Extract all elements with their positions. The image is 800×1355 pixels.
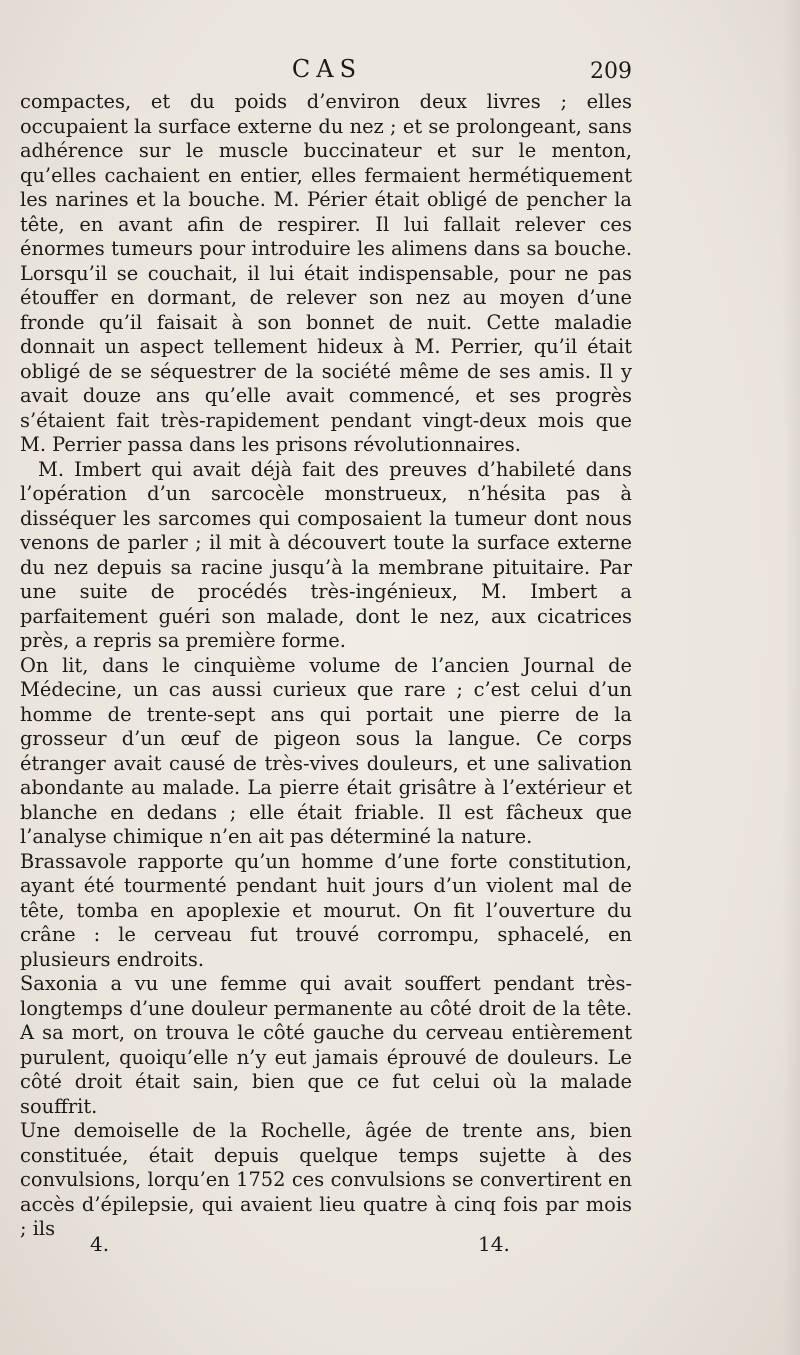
page-edge-shadow <box>782 0 800 1355</box>
running-head: CAS <box>291 55 363 83</box>
paragraph: M. Imbert qui avait déjà fait des preuves d’habileté dans l’opération d’un sarcocèle monstrueux, n’hésita pas à disséquer les sarcomes qui composaient la tumeur dont nous venons de parler ; il mit à découvert toute la surface externe du nez depuis sa racine jusqu’à la membrane pituitaire. Par une suite de procédés très-ingénieux, M. Imbert a parfaitement guéri son malade, dont le nez, aux cicatrices près, a repris sa première forme. <box>20 457 632 652</box>
paragraph: compactes, et du poids d’environ deux livres ; elles occupaient la surface externe du nez ; et se prolongeant, sans adhérence sur le muscle buccinateur et sur le menton, qu’elles cachaient en entier, elles fermaient hermétiquement les narines et la bouche. M. Périer était obligé de pencher la tête, en avant afin de respirer. Il lui fallait relever ces énormes tumeurs pour introduire les alimens dans sa bouche. Lorsqu’il se couchait, il lui était indispensable, pour ne pas étouffer en dormant, de relever son nez au moyen d’une fronde qu’il faisait à son bonnet de nuit. Cette maladie donnait un aspect tellement hideux à M. Perrier, qu’il était obligé de se séquestrer de la société même de ses amis. Il y avait douze ans qu’elle avait commencé, et ses progrès s’étaient fait très-rapidement pendant vingt-deux mois que M. Perrier passa dans les prisons révolutionnaires. <box>20 90 632 456</box>
page-footer <box>22 1232 632 1262</box>
paragraph: Brassavole rapporte qu’un homme d’une forte constitution, ayant été tourmenté pendant huit jours d’un violent mal de tête, tomba en apoplexie et mourut. On fit l’ouverture du crâne : le cerveau fut trouvé corrompu, sphacelé, en plusieurs endroits. <box>20 849 632 971</box>
paragraph: On lit, dans le cinquième volume de l’ancien Journal de Médecine, un cas aussi curieux que rare ; c’est celui d’un homme de trente-sept ans qui portait une pierre de la grosseur d’un œuf de pigeon sous la langue. Ce corps étranger avait causé de très-vives douleurs, et une salivation abondante au malade. La pierre était grisâtre à l’extérieur et blanche en dedans ; elle était friable. Il est fâcheux que l’analyse chimique n’en ait pas déterminé la nature. <box>20 653 632 848</box>
paragraph: Saxonia a vu une femme qui avait souffert pendant très-longtemps d’une douleur permanente au côté droit de la tête. A sa mort, on trouva le côté gauche du cerveau entièrement purulent, quoiqu’elle n’y eut jamais éprouvé de douleurs. Le côté droit était sain, bien que ce fut celui où la malade souffrit. <box>20 972 632 1118</box>
page-header <box>22 55 632 89</box>
paragraph: Une demoiselle de la Rochelle, âgée de trente ans, bien constituée, était depuis quelque temps sujette à des convulsions, lorqu’en 1752 ces convulsions se convertirent en accès d’épilepsie, qui avaient lieu quatre à cinq fois par mois ; ils <box>20 1119 632 1240</box>
signature-mark: 4. <box>90 1232 110 1256</box>
page-number: 209 <box>590 59 632 84</box>
body-text <box>20 90 632 1242</box>
sheet-mark: 14. <box>478 1232 510 1256</box>
